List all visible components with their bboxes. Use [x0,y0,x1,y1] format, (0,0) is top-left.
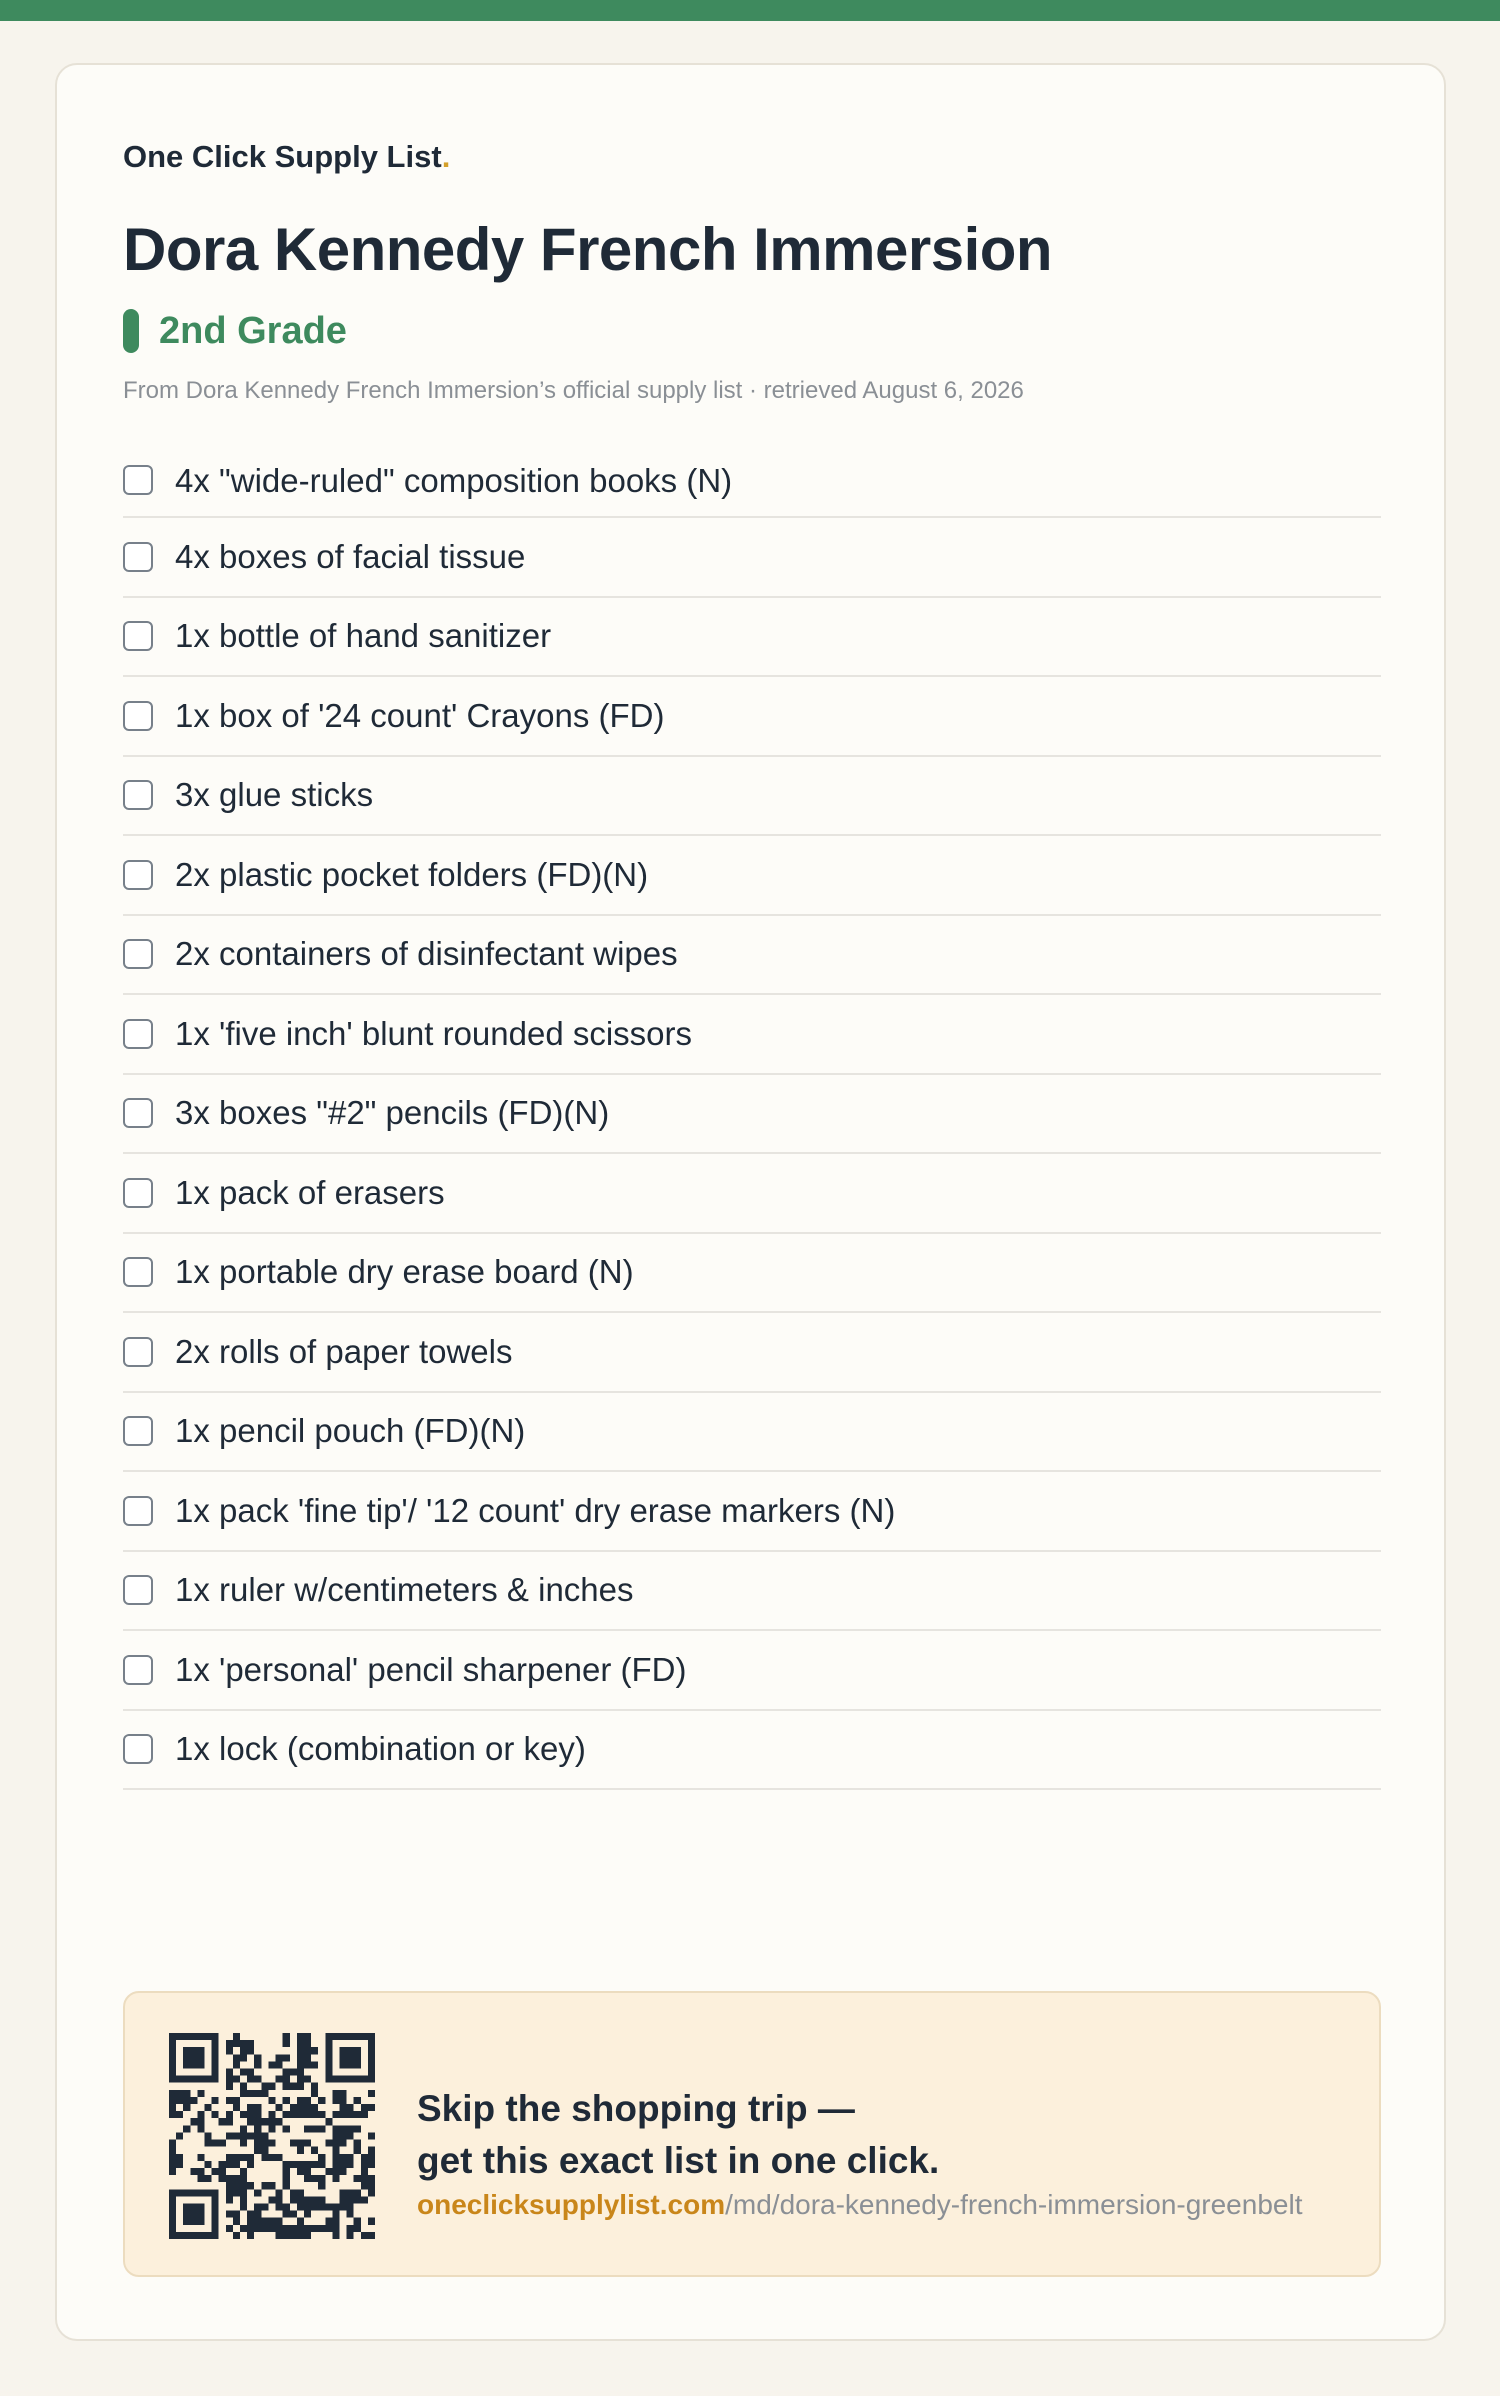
item-checkbox[interactable] [123,1734,153,1764]
cta-banner[interactable] [123,1991,1381,2277]
cta-heading-line-1: Skip the shopping trip — [417,2088,855,2129]
brand-dot: . [441,139,451,174]
item-label: 3x glue sticks [175,776,374,814]
list-item[interactable] [123,995,1381,1075]
grade-heading [123,309,347,353]
list-item[interactable] [123,1393,1381,1473]
item-checkbox[interactable] [123,621,153,651]
item-label: 1x ruler w/centimeters & inches [175,1571,634,1609]
item-label: 4x boxes of facial tissue [175,537,526,575]
item-label: 1x lock (combination or key) [175,1730,586,1768]
item-checkbox[interactable] [123,1655,153,1685]
list-item[interactable] [123,1711,1381,1791]
supply-list-card [55,63,1446,2341]
item-checkbox[interactable] [123,1019,153,1049]
list-item[interactable] [123,518,1381,598]
page-title: Dora Kennedy French Immersion [123,216,1053,283]
cta-link-path: /md/dora-kennedy-french-immersion-greenbelt [725,2189,1303,2220]
item-checkbox[interactable] [123,939,153,969]
item-label: 1x box of '24 count' Crayons (FD) [175,696,665,734]
item-checkbox[interactable] [123,465,153,495]
item-label: 2x plastic pocket folders (FD)(N) [175,855,649,893]
item-label: 1x 'five inch' blunt rounded scissors [175,1014,693,1052]
item-label: 1x portable dry erase board (N) [175,1253,634,1291]
grade-label: 2nd Grade [159,309,347,352]
item-checkbox[interactable] [123,1098,153,1128]
cta-link-domain: oneclicksupplylist.com [417,2189,726,2220]
item-checkbox[interactable] [123,1496,153,1526]
list-item[interactable] [123,1472,1381,1552]
list-item[interactable] [123,598,1381,678]
list-item[interactable] [123,916,1381,996]
item-checkbox[interactable] [123,1575,153,1605]
list-item[interactable] [123,1552,1381,1632]
supply-list [123,462,1381,1790]
item-label: 4x "wide-ruled" composition books (N) [175,462,733,499]
item-checkbox[interactable] [123,860,153,890]
list-item[interactable] [123,1154,1381,1234]
brand-name: One Click Supply List [123,139,442,174]
list-item[interactable] [123,1234,1381,1314]
brand-logo[interactable] [123,139,450,175]
list-item[interactable] [123,1631,1381,1711]
list-item[interactable] [123,462,1381,518]
item-label: 1x pack of erasers [175,1173,445,1211]
list-item[interactable] [123,1075,1381,1155]
item-label: 1x pack 'fine tip'/ '12 count' dry erase markers (N) [175,1491,896,1529]
item-checkbox[interactable] [123,701,153,731]
cta-heading [417,2083,939,2187]
item-label: 1x bottle of hand sanitizer [175,617,552,655]
list-item[interactable] [123,836,1381,916]
item-checkbox[interactable] [123,1178,153,1208]
item-label: 2x rolls of paper towels [175,1332,513,1370]
list-item[interactable] [123,1313,1381,1393]
item-checkbox[interactable] [123,542,153,572]
cta-heading-line-2: get this exact list in one click. [417,2140,940,2181]
grade-accent-bar [123,309,139,353]
item-checkbox[interactable] [123,1416,153,1446]
cta-link[interactable] [417,2189,1302,2221]
item-checkbox[interactable] [123,1337,153,1367]
qr-code-icon[interactable] [169,2033,375,2239]
top-accent-bar [0,0,1500,21]
item-checkbox[interactable] [123,1257,153,1287]
item-checkbox[interactable] [123,780,153,810]
item-label: 1x 'personal' pencil sharpener (FD) [175,1650,687,1688]
item-label: 1x pencil pouch (FD)(N) [175,1412,526,1450]
list-item[interactable] [123,757,1381,837]
source-note: From Dora Kennedy French Immersion’s official supply list · retrieved August 6, 2026 [123,377,1024,404]
item-label: 2x containers of disinfectant wipes [175,935,678,973]
item-label: 3x boxes "#2" pencils (FD)(N) [175,1094,610,1132]
list-item[interactable] [123,677,1381,757]
